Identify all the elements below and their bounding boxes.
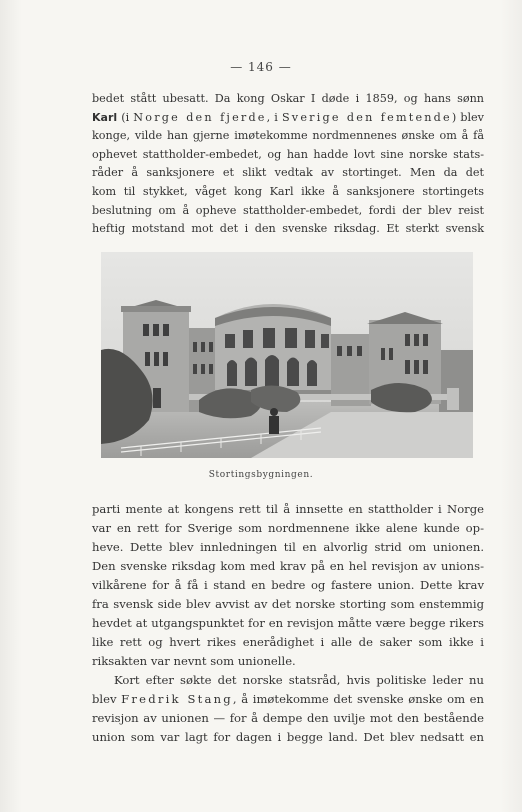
page-number: — 146 — (230, 60, 292, 74)
text-line: heve. Dette blev innledningen til en alvorlig strid om unionen. (92, 540, 484, 554)
text-line: konge, vilde han gjerne imøtekomme nordmennenes ønske om å få (92, 129, 484, 143)
text-line: var en rett for Sverige som nordmennene ikke alene kunde op- (92, 521, 484, 535)
spaced-text: Norge den fjerde (133, 110, 267, 124)
name-stang: Fredrik Stang (121, 692, 233, 706)
text-line: vilkårene for å få i stand en bedre og fastere union. Dette krav (92, 578, 484, 592)
text-line: bedet stått ubesatt. Da kong Oskar I døde i 1859, og hans sønn (92, 92, 484, 105)
name-karl: Karl (92, 110, 118, 124)
text-line: like rett og hvert rikes enerådighet i alle de saker som ikke i (92, 635, 484, 649)
text-line: beslutning om å opheve stattholder-embedet, fordi der blev reist (92, 203, 484, 217)
text-line: union som var lagt for dagen i begge land. Det blev nedsatt en (92, 730, 484, 744)
text-line: heftig motstand mot det i den svenske riksdag. Et sterkt svensk (92, 222, 484, 236)
text-line: kom til stykket, våget kong Karl ikke å sanksjonere stortingets (92, 184, 484, 198)
text-line: hevdet at utgangspunktet for en revisjon måtte være begge rikers (92, 616, 484, 630)
text-line: riksakten var nevnt som unionelle. (92, 654, 296, 668)
text-line: råder å sanksjonere et slikt vedtak av stortinget. Men da det (92, 166, 484, 180)
text-line: Karl (i Norge den fjerde, i Sverige den femtende) blev (92, 110, 484, 124)
spaced-text: Sverige den femtende (281, 110, 452, 124)
text-line: Kort efter søkte det norske statsråd, hvis politiske leder nu (114, 673, 484, 687)
text-line: revisjon av unionen — for å dempe den uvilje mot den bestående (92, 711, 484, 725)
photo-caption: Stortingsbygningen. (208, 470, 314, 480)
paragraph-bottom (92, 500, 484, 747)
storting-building-photo (101, 252, 473, 458)
text-line: Den svenske riksdag kom med krav på en hel revisjon av unions- (92, 559, 484, 573)
text-line: ophevet stattholder-embedet, og han hadde lovt sine norske stats- (92, 147, 484, 161)
text-line: fra svensk side blev avvist av det norske storting som enstemmig (92, 597, 484, 611)
text-line: parti mente at kongens rett til å innsette en stattholder i Norge (92, 502, 484, 516)
paragraph-top (92, 90, 484, 239)
text-line: blev Fredrik Stang, å imøtekomme det svenske ønske om en (92, 692, 485, 706)
